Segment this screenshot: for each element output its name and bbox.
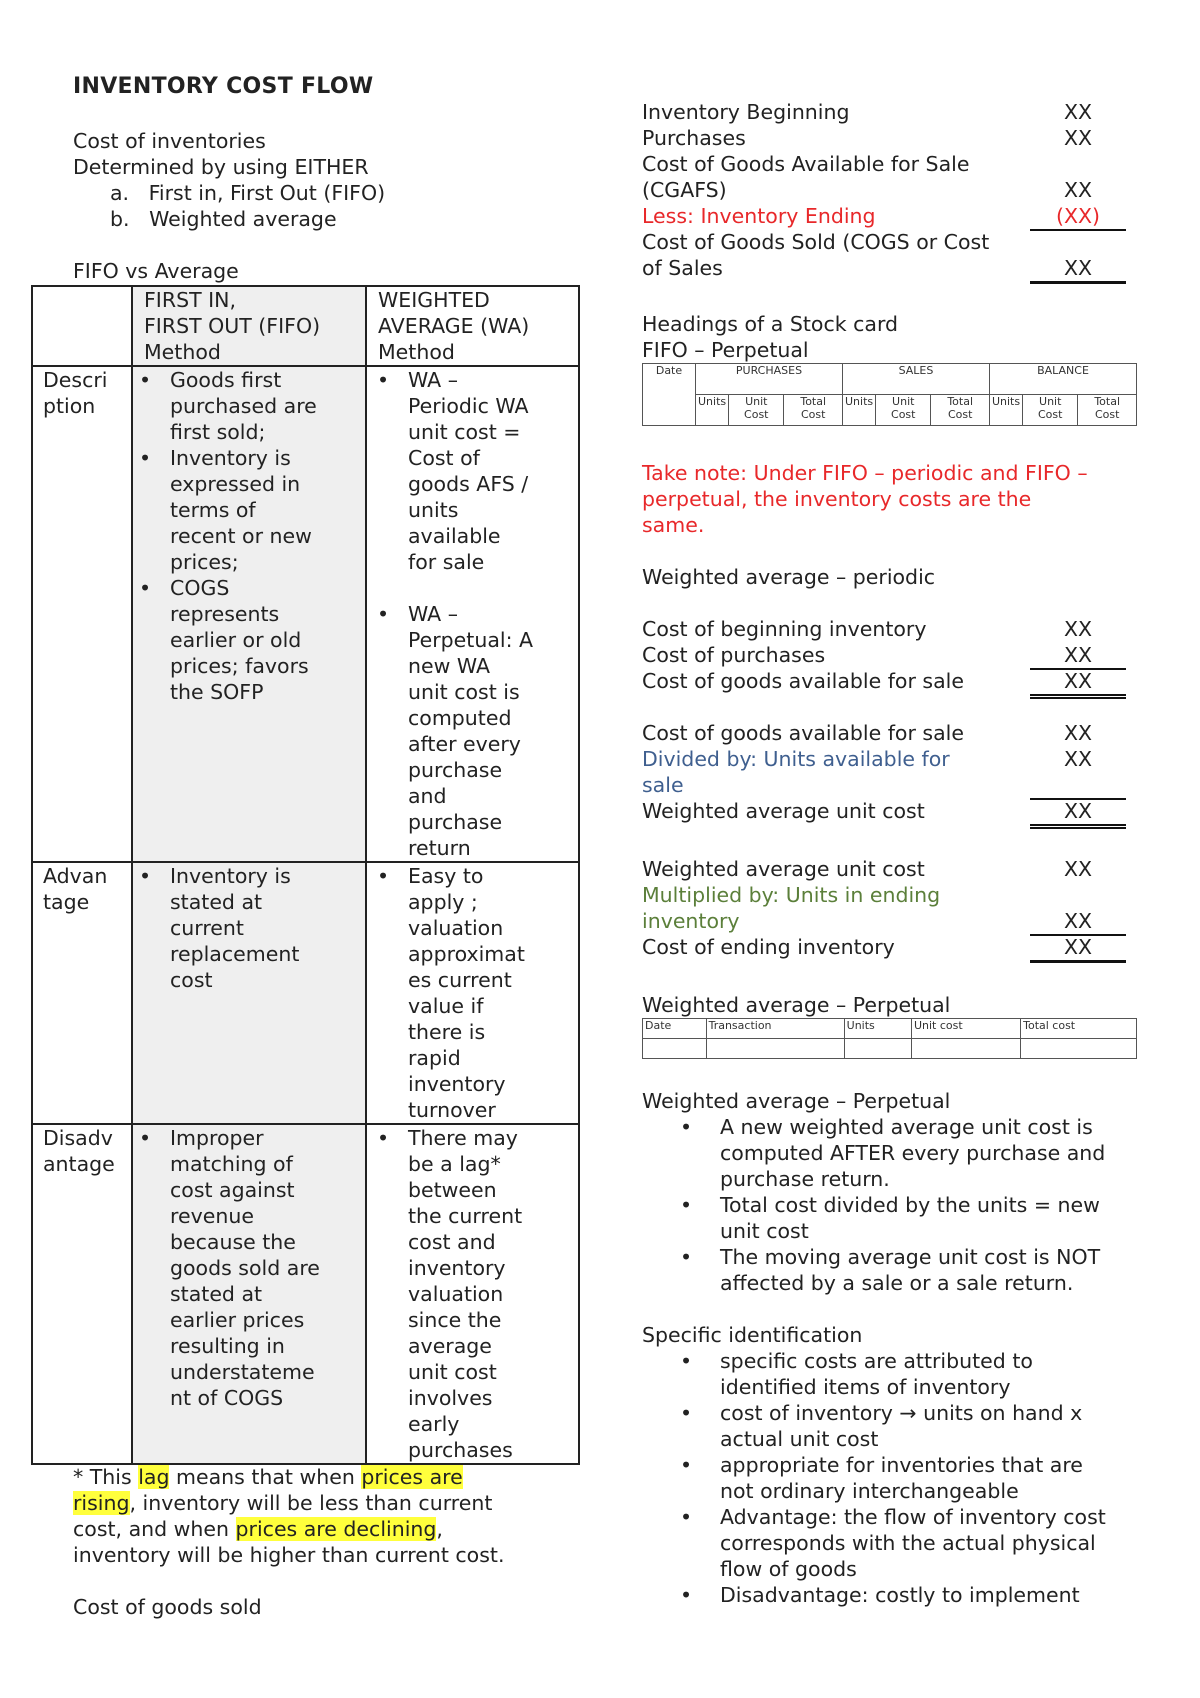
list-item: • Goods first purchased are first sold; <box>133 367 365 445</box>
fifo-vs-average-table <box>31 285 580 1465</box>
specific-identification-list <box>642 1348 1106 1608</box>
page-title: INVENTORY COST FLOW <box>73 74 374 99</box>
wa-perpetual-table: Date Transaction Units Unit cost Total cost <box>642 1018 1137 1059</box>
wa-disadvantage-cell <box>366 1124 579 1464</box>
list-item: • Improper matching of cost against revenue because the goods sold are stated at earlier prices resulting in understateme nt of COGS <box>133 1125 365 1411</box>
table-row <box>32 862 579 1124</box>
list-item: • specific costs are attributed to identified items of inventory <box>642 1348 1106 1400</box>
header-fifo-cell: FIRST IN, FIRST OUT (FIFO) Method <box>132 286 366 366</box>
option-fifo: a. First in, First Out (FIFO) <box>110 181 386 205</box>
fifo-advantage-cell <box>132 862 366 1124</box>
wa-periodic-heading: Weighted average – periodic <box>642 565 936 589</box>
fifo-disadvantage-cell <box>132 1124 366 1464</box>
wa-perpetual-table-heading: Weighted average – Perpetual <box>642 993 951 1017</box>
intro-line-1: Cost of inventories <box>73 129 266 153</box>
list-item: • WA – Periodic WA unit cost = Cost of goods AFS / units available for sale <box>371 367 578 575</box>
stock-card-heading: Headings of a Stock card <box>642 312 899 336</box>
list-item: • There may be a lag* between the current cost and inventory valuation since the average unit cost involves early purchases <box>371 1125 578 1463</box>
list-item: • Inventory is stated at current replacement cost <box>133 863 365 993</box>
list-item: • COGS represents earlier or old prices; favors the SOFP <box>133 575 365 705</box>
header-wa-cell: WEIGHTED AVERAGE (WA) Method <box>366 286 579 366</box>
header-corner-cell <box>32 286 132 366</box>
list-item: • appropriate for inventories that are not ordinary interchangeable <box>642 1452 1106 1504</box>
intro-line-2: Determined by using EITHER <box>73 155 369 179</box>
list-item: • Advantage: the flow of inventory cost corresponds with the actual physical flow of goods <box>642 1504 1106 1582</box>
stock-card-subheading: FIFO – Perpetual <box>642 338 809 362</box>
table-row <box>32 366 579 862</box>
wa-description-cell <box>366 366 579 862</box>
table-row <box>32 1124 579 1464</box>
table-header-row <box>32 286 579 366</box>
wa-perpetual-notes-list <box>642 1114 1105 1296</box>
list-item: • A new weighted average unit cost is computed AFTER every purchase and purchase return. <box>642 1114 1105 1192</box>
list-item: • cost of inventory → units on hand x actual unit cost <box>642 1400 1106 1452</box>
fifo-description-cell <box>132 366 366 862</box>
list-item: • Inventory is expressed in terms of recent or new prices; <box>133 445 365 575</box>
list-item: • Disadvantage: costly to implement <box>642 1582 1106 1608</box>
comparison-heading: FIFO vs Average <box>73 259 239 283</box>
lag-footnote: * This lag means that when prices are rising, inventory will be less than current cost, and when prices are declining, inventory will be higher than current cost. <box>73 1465 505 1567</box>
row-label-description: Descri ption <box>32 366 132 862</box>
list-item: • The moving average unit cost is NOT affected by a sale or a sale return. <box>642 1244 1105 1296</box>
cogs-heading: Cost of goods sold <box>73 1595 262 1619</box>
list-item: • Easy to apply ; valuation approximat es current value if there is rapid inventory turnover <box>371 863 578 1123</box>
fifo-stock-card-table: Date PURCHASES SALES BALANCE Units Unit Cost Total Cost Units Unit Cost Total Cost Units Unit Cost Total Cost <box>642 363 1137 426</box>
row-label-disadvantage: Disadv antage <box>32 1124 132 1464</box>
wa-advantage-cell <box>366 862 579 1124</box>
option-weighted-average: b. Weighted average <box>110 207 337 231</box>
fifo-take-note: Take note: Under FIFO – periodic and FIFO – perpetual, the inventory costs are the same. <box>642 461 1088 537</box>
list-item: • WA – Perpetual: A new WA unit cost is computed after every purchase and purchase return <box>371 601 578 861</box>
specific-identification-heading: Specific identification <box>642 1323 863 1347</box>
wa-perpetual-notes-heading: Weighted average – Perpetual <box>642 1089 951 1113</box>
row-label-advantage: Advan tage <box>32 862 132 1124</box>
list-item: • Total cost divided by the units = new unit cost <box>642 1192 1105 1244</box>
